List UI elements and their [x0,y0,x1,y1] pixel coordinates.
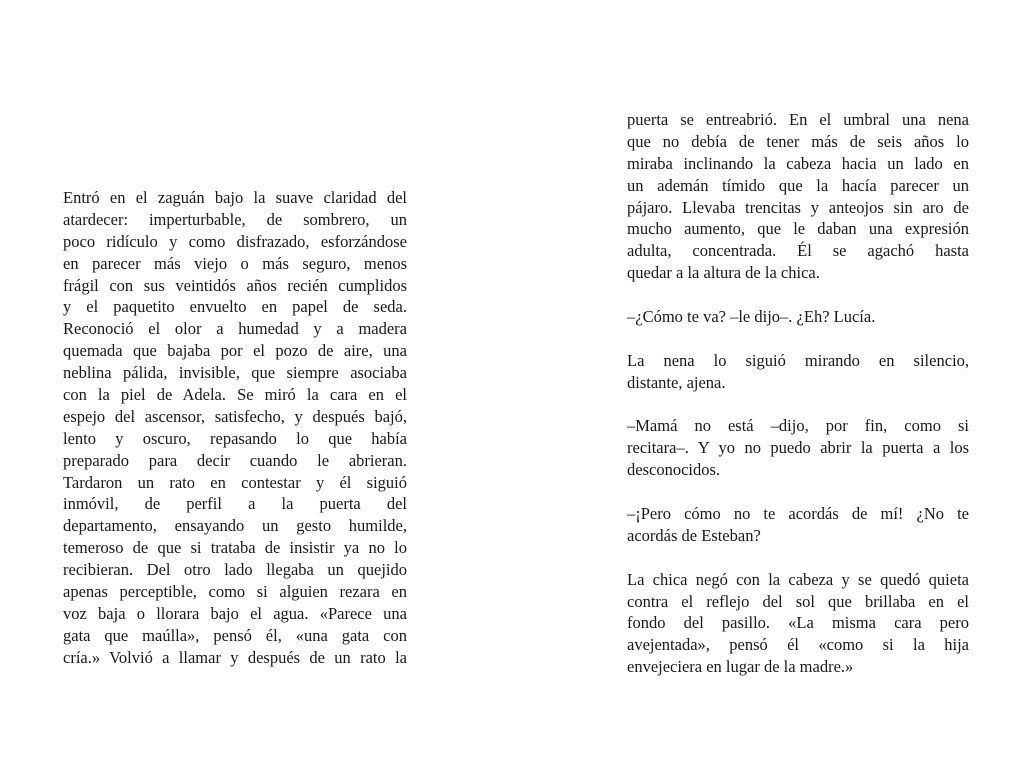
text-line: Reconoció el olor a humedad y a madera [63,319,407,339]
text-line: adulta, concentrada. Él se agachó hasta [627,241,969,261]
text-line: inmóvil, de perfil a la puerta del [63,494,407,514]
text-line: preparado para decir cuando le abrieran. [63,450,407,470]
paragraph [627,569,969,678]
paragraph [627,503,969,547]
text-line: frágil con sus veintidós años recién cumplidos [63,275,407,295]
text-line: quemada que bajaba por el pozo de aire, una [63,341,407,361]
text-line: atardecer: imperturbable, de sombrero, un [63,209,407,229]
text-line: espejo del ascensor, satisfecho, y después bajó, [63,406,407,426]
text-line: La chica negó con la cabeza y se quedó quieta [627,569,969,589]
paragraph [627,415,969,481]
text-line: Tardaron un rato en contestar y él siguió [63,472,407,492]
paragraph [627,306,969,328]
text-line: con la piel de Adela. Se miró la cara en el [63,385,407,405]
text-line: en parecer más viejo o más seguro, menos [63,253,407,273]
text-line: lento y oscuro, repasando lo que había [63,428,407,448]
text-line: acordás de Esteban? [627,525,761,545]
text-line: poco ridículo y como disfrazado, esforzándose [63,231,407,251]
text-line: recitara–. Y yo no puedo abrir la puerta a los [627,438,969,458]
text-line: un ademán tímido que la hacía parecer un [627,175,969,195]
text-line: miraba inclinando la cabeza hacia un lado en [627,153,969,173]
text-line: quedar a la altura de la chica. [627,263,820,283]
text-line: cría.» Volvió a llamar y después de un rato la [63,647,407,667]
paragraph [627,109,969,284]
text-line: apenas perceptible, como si alguien rezara en [63,582,407,602]
text-line: avejentada», pensó él «como si la hija [627,635,969,655]
text-line: –¡Pero cómo no te acordás de mí! ¿No te [627,504,969,524]
text-line: y el paquetito envuelto en papel de seda. [63,297,407,317]
left-page [63,187,407,690]
text-line: recibieran. Del otro lado llegaba un quejido [63,560,407,580]
text-line: temeroso de que si trataba de insistir ya no lo [63,538,407,558]
text-line: La nena lo siguió mirando en silencio, [627,350,969,370]
text-line: mucho aumento, que le daban una expresión [627,219,969,239]
text-line: neblina pálida, invisible, que siempre asociaba [63,363,407,383]
text-line: –Mamá no está –dijo, por fin, como si [627,416,969,436]
text-line: que no debía de tener más de seis años lo [627,131,969,151]
text-line: –¿Cómo te va? –le dijo–. ¿Eh? Lucía. [627,307,876,327]
paragraph [627,350,969,394]
text-line: fondo del pasillo. «La misma cara pero [627,613,969,633]
paragraph [63,187,407,669]
text-line: puerta se entreabrió. En el umbral una nena [627,110,969,129]
text-line: distante, ajena. [627,372,726,392]
text-line: departamento, ensayando un gesto humilde, [63,516,407,536]
text-line: envejeciera en lugar de la madre.» [627,657,854,677]
text-line: contra el reflejo del sol que brillaba en el [627,591,969,611]
text-line: Entró en el zaguán bajo la suave claridad del [63,188,407,207]
text-line: desconocidos. [627,460,721,480]
text-line: voz baja o llorara bajo el agua. «Parece una [63,603,407,623]
text-line: pájaro. Llevaba trencitas y anteojos sin aro de [627,197,969,217]
right-page [627,109,969,700]
text-line: gata que maúlla», pensó él, «una gata con [63,625,407,645]
